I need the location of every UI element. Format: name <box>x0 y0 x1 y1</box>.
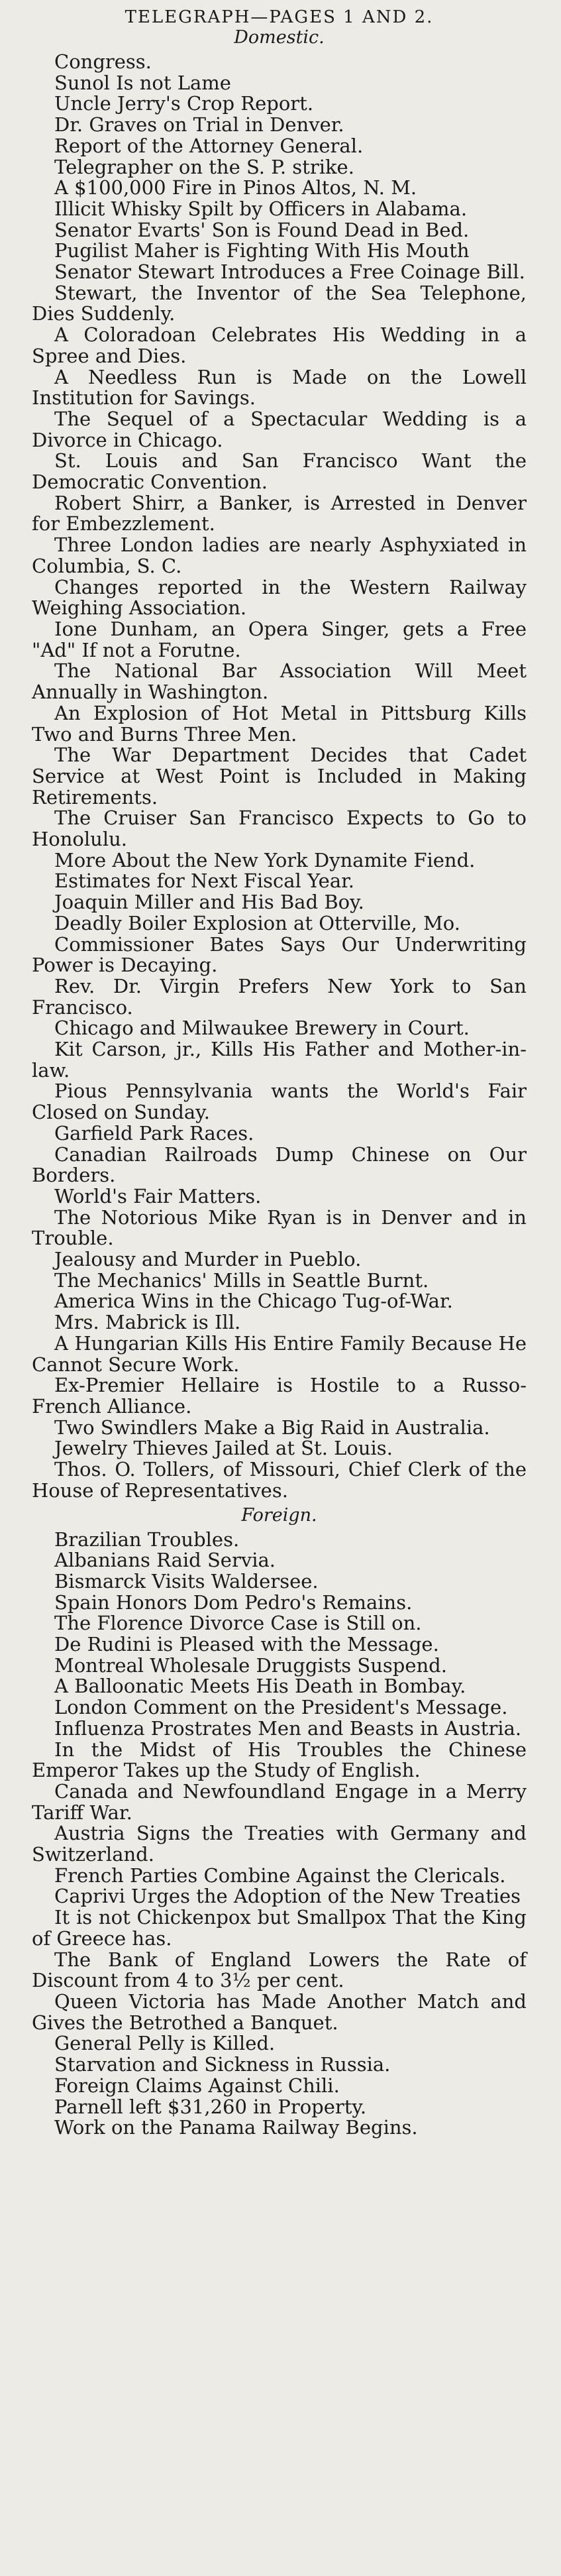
headline-item: Commissioner Bates Says Our Underwriting Power is Decaying. <box>32 932 527 977</box>
headline-item: A Needless Run is Made on the Lowell Institution for Savings. <box>32 365 527 410</box>
headline-item: The Bank of England Lowers the Rate of Discount from 4 to 3½ per cent. <box>32 1948 527 1992</box>
headline-item: Brazilian Troubles. <box>54 1528 240 1551</box>
headline-item: The Florence Divorce Case is Still on. <box>54 1612 422 1635</box>
headline-item: A Hungarian Kills His Entire Family Because He Cannot Secure Work. <box>32 1331 527 1376</box>
domestic-list <box>32 52 527 1502</box>
headline-item: It is not Chickenpox but Smallpox That the King of Greece has. <box>32 1906 527 1950</box>
headline-item: Ione Dunham, an Opera Singer, gets a Free "Ad" If not a Forutne. <box>32 617 527 661</box>
headline-item: Parnell left $31,260 in Property. <box>54 2095 367 2118</box>
headline-item: In the Midst of His Troubles the Chinese Emperor Takes up the Study of English. <box>32 1738 527 1782</box>
headline-item: A Balloonatic Meets His Death in Bombay. <box>54 1675 466 1698</box>
headline-item: De Rudini is Pleased with the Message. <box>54 1633 439 1656</box>
headline-item: Mrs. Mabrick is Ill. <box>54 1311 241 1334</box>
headline-item: Senator Stewart Introduces a Free Coinage Bill. <box>54 260 525 284</box>
headline-item: Uncle Jerry's Crop Report. <box>54 92 314 115</box>
headline-item: Congress. <box>54 50 152 73</box>
headline-item: Two Swindlers Make a Big Raid in Australia. <box>54 1416 490 1439</box>
headline-item: Three London ladies are nearly Asphyxiated in Columbia, S. C. <box>32 533 527 577</box>
section-title-domestic: Domestic. <box>234 27 325 48</box>
headline-item: Queen Victoria has Made Another Match and Gives the Betrothed a Banquet. <box>32 1989 527 2034</box>
section-title-foreign: Foreign. <box>241 1504 317 1526</box>
page-heading: TELEGRAPH—PAGES 1 AND 2. <box>125 7 434 27</box>
headline-item: Telegrapher on the S. P. strike. <box>54 155 354 178</box>
headline-item: Jealousy and Murder in Pueblo. <box>54 1248 362 1271</box>
headline-item: Spain Honors Dom Pedro's Remains. <box>54 1591 413 1614</box>
headline-item: A $100,000 Fire in Pinos Altos, N. M. <box>54 176 417 199</box>
headline-item: More About the New York Dynamite Fiend. <box>54 848 476 871</box>
headline-item: World's Fair Matters. <box>54 1184 262 1207</box>
headline-item: Pious Pennsylvania wants the World's Fair Closed on Sunday. <box>32 1080 527 1124</box>
headline-item: The War Department Decides that Cadet Service at West Point is Included in Making Retirements. <box>32 744 527 809</box>
headline-item: America Wins in the Chicago Tug-of-War. <box>54 1290 453 1313</box>
headline-item: Rev. Dr. Virgin Prefers New York to San Francisco. <box>32 974 527 1019</box>
headline-item: The Sequel of a Spectacular Wedding is a Divorce in Chicago. <box>32 407 527 451</box>
headline-item: Garfield Park Races. <box>54 1121 254 1145</box>
headline-item: Starvation and Sickness in Russia. <box>54 2053 391 2076</box>
headline-item: The National Bar Association Will Meet Annually in Washington. <box>32 659 527 704</box>
headline-item: Illicit Whisky Spilt by Officers in Alabama. <box>54 197 468 220</box>
headline-item: The Cruiser San Francisco Expects to Go to Honolulu. <box>32 807 527 851</box>
headline-item: Stewart, the Inventor of the Sea Telephone, Dies Suddenly. <box>32 281 527 325</box>
headline-item: The Notorious Mike Ryan is in Denver and in Trouble. <box>32 1205 527 1250</box>
headline-item: An Explosion of Hot Metal in Pittsburg Kills Two and Burns Three Men. <box>32 701 527 746</box>
headline-item: Influenza Prostrates Men and Beasts in Austria. <box>54 1716 522 1740</box>
headline-item: St. Louis and San Francisco Want the Democratic Convention. <box>32 449 527 494</box>
headline-item: Ex-Premier Hellaire is Hostile to a Russo-French Alliance. <box>32 1374 527 1418</box>
headline-item: Jewelry Thieves Jailed at St. Louis. <box>54 1437 393 1460</box>
headline-item: General Pelly is Killed. <box>54 2032 276 2055</box>
headline-item: Deadly Boiler Explosion at Otterville, Mo. <box>54 911 460 934</box>
headline-item: Estimates for Next Fiscal Year. <box>54 869 354 893</box>
headline-item: Pugilist Maher is Fighting With His Mouth <box>54 239 470 262</box>
headline-item: Montreal Wholesale Druggists Suspend. <box>54 1653 447 1677</box>
headline-item: London Comment on the President's Message. <box>54 1696 508 1719</box>
headline-item: Caprivi Urges the Adoption of the New Treaties <box>54 1885 521 1908</box>
headline-item: Report of the Attorney General. <box>54 134 364 157</box>
foreign-list <box>32 1530 527 2139</box>
headline-item: Canadian Railroads Dump Chinese on Our Borders. <box>32 1143 527 1187</box>
headline-item: Kit Carson, jr., Kills His Father and Mother-in-law. <box>32 1038 527 1082</box>
headline-item: Chicago and Milwaukee Brewery in Court. <box>54 1017 470 1040</box>
headline-item: Dr. Graves on Trial in Denver. <box>54 113 344 137</box>
headline-item: Changes reported in the Western Railway Weighing Association. <box>32 575 527 620</box>
headline-item: Work on the Panama Railway Begins. <box>54 2116 418 2139</box>
headline-item: Thos. O. Tollers, of Missouri, Chief Clerk of the House of Representatives. <box>32 1458 527 1502</box>
headline-item: Canada and Newfoundland Engage in a Merry Tariff War. <box>32 1779 527 1824</box>
headline-item: Sunol Is not Lame <box>54 71 231 94</box>
headline-item: Foreign Claims Against Chili. <box>54 2074 340 2097</box>
headline-item: Senator Evarts' Son is Found Dead in Bed. <box>54 218 470 241</box>
headline-item: French Parties Combine Against the Clericals. <box>54 1864 506 1887</box>
headline-item: Albanians Raid Servia. <box>54 1549 276 1572</box>
headline-item: Robert Shirr, a Banker, is Arrested in Denver for Embezzlement. <box>32 491 527 535</box>
headline-item: A Coloradoan Celebrates His Wedding in a Spree and Dies. <box>32 323 527 367</box>
headline-item: Bismarck Visits Waldersee. <box>54 1569 319 1593</box>
headline-item: The Mechanics' Mills in Seattle Burnt. <box>54 1268 429 1292</box>
headline-item: Joaquin Miller and His Bad Boy. <box>54 891 364 914</box>
headline-item: Austria Signs the Treaties with Germany and Switzerland. <box>32 1822 527 1866</box>
